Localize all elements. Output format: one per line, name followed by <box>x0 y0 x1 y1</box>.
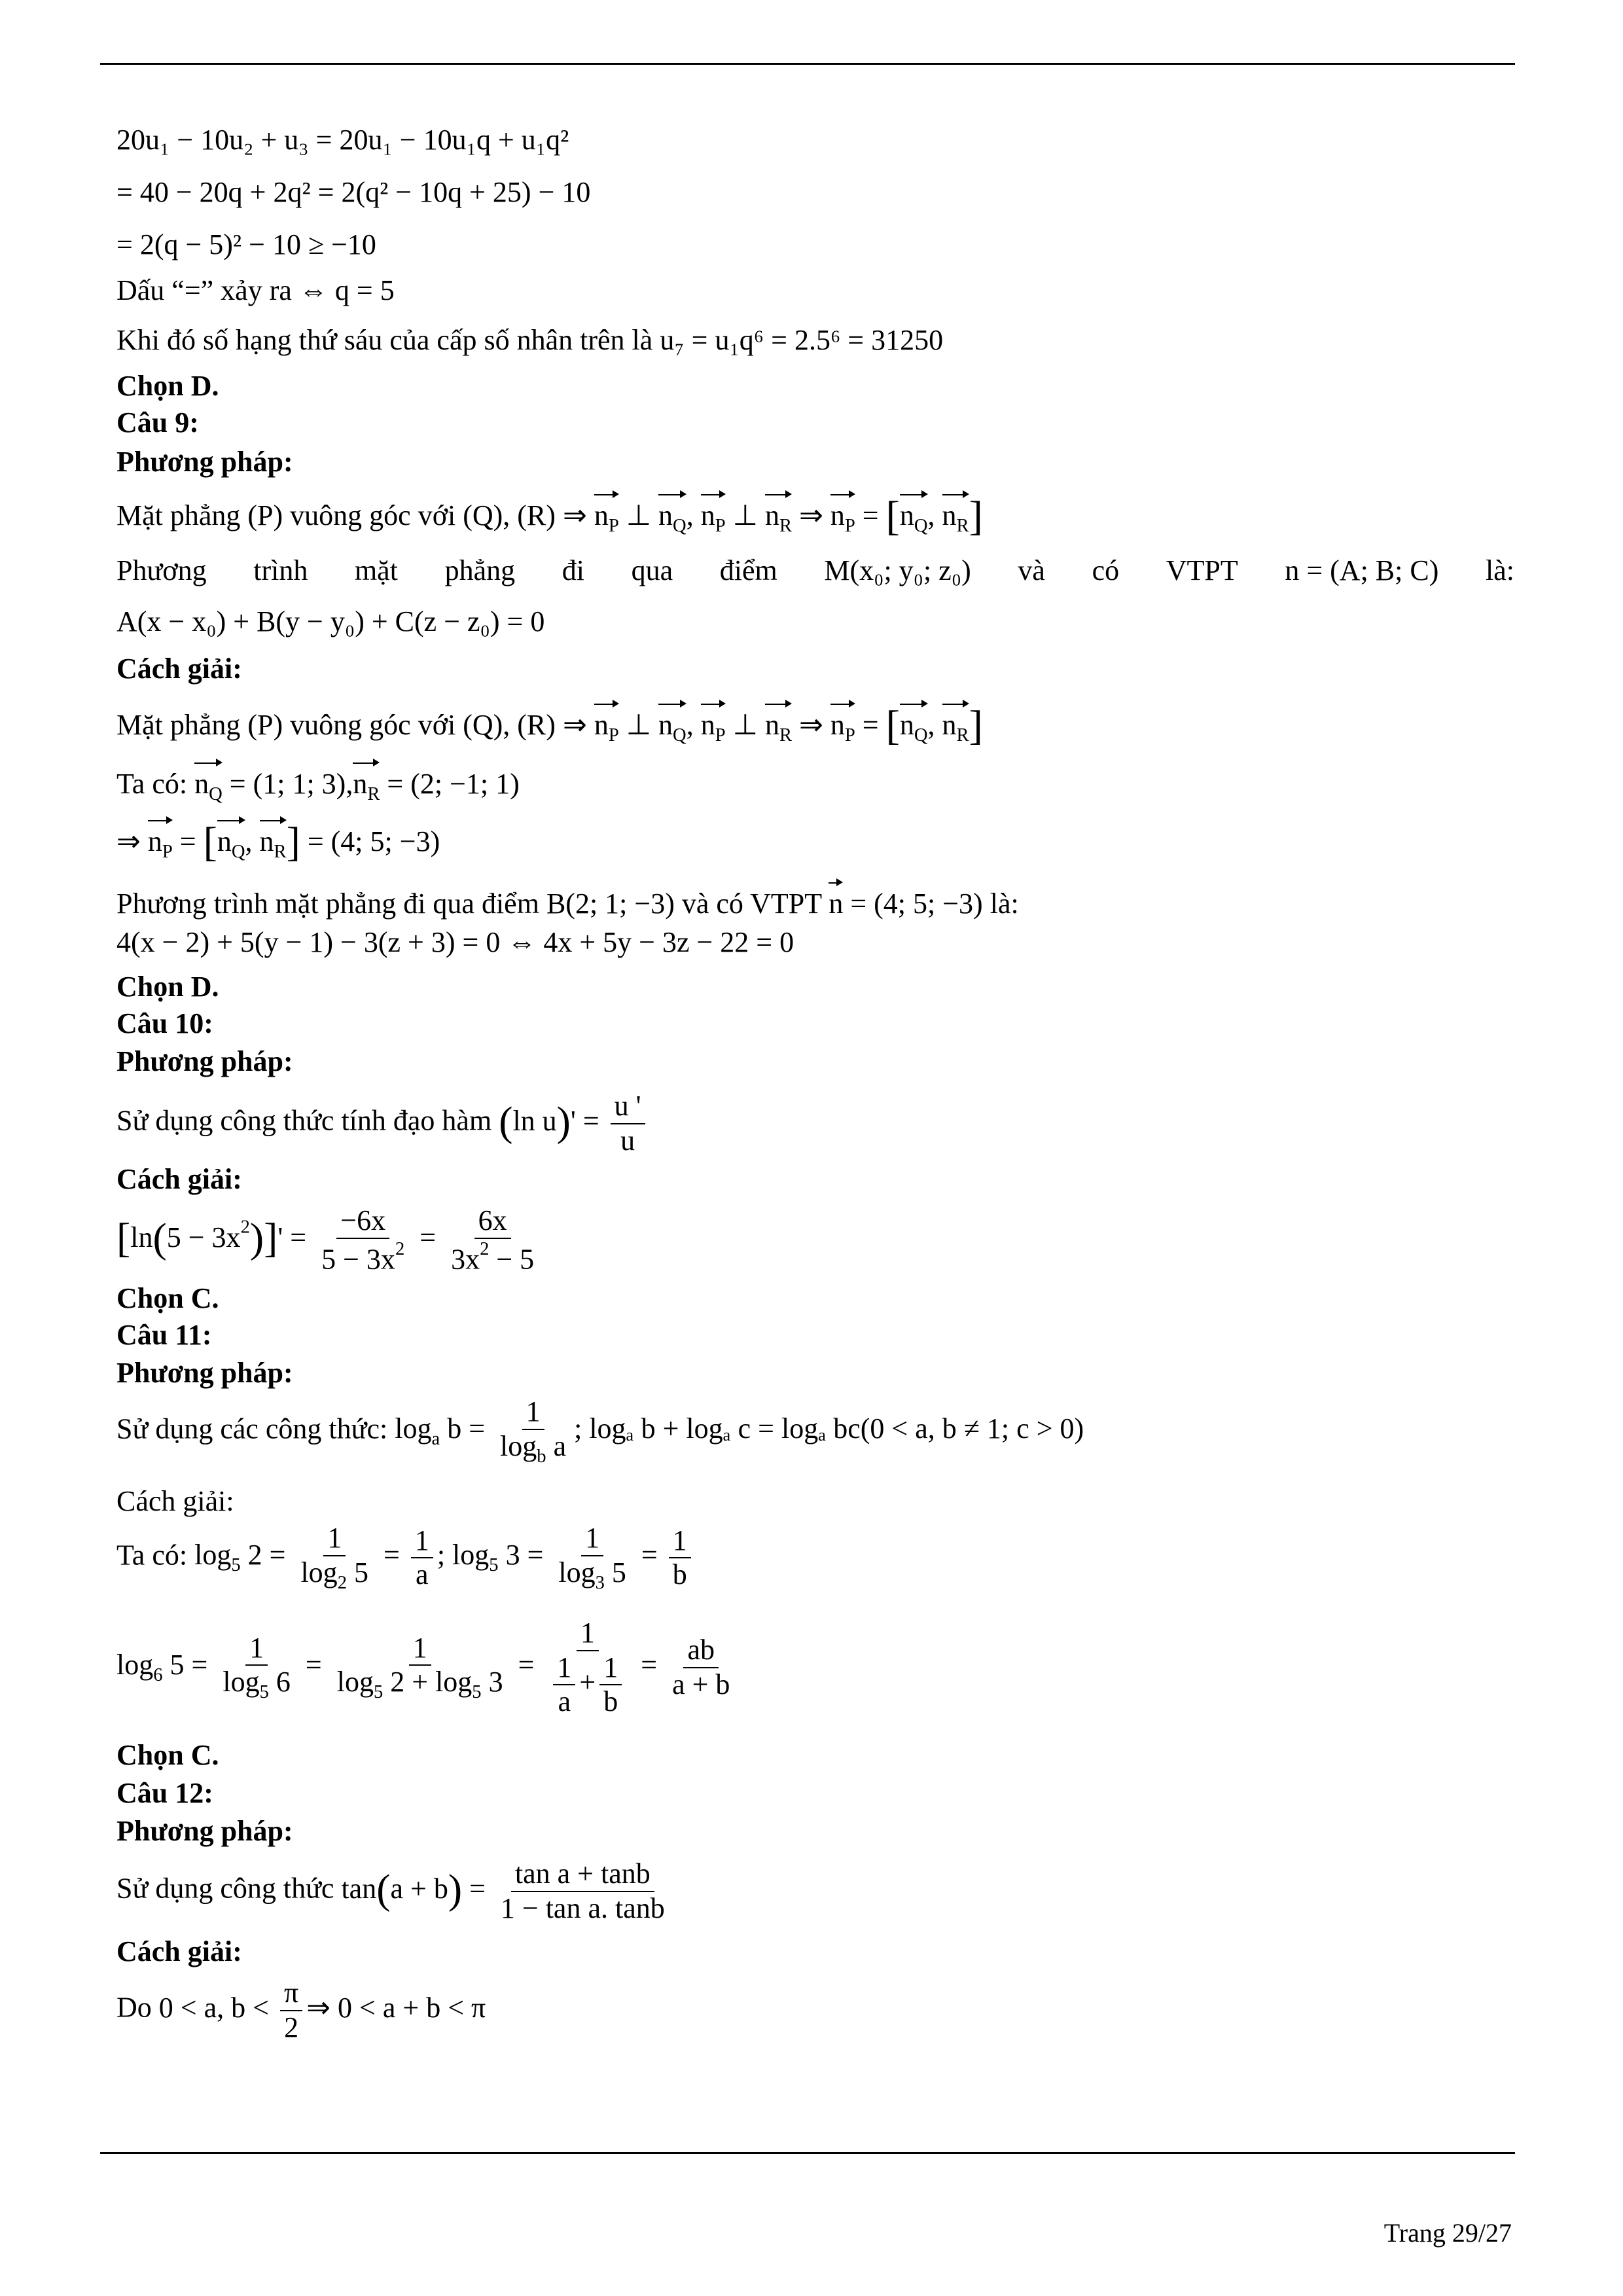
word: trình <box>253 554 308 586</box>
question-11-heading: Câu 11: <box>116 1319 212 1351</box>
q11-solution-line-1 <box>116 1522 695 1594</box>
word: đi <box>562 554 584 586</box>
method-heading-q12: Phương pháp: <box>116 1815 293 1847</box>
method-heading-q11: Phương pháp: <box>116 1357 293 1389</box>
solution-heading-q10: Cách giải: <box>116 1163 242 1195</box>
q9-method-math: ⇒ $n_P$ ⊥ $n_Q$, $n_P$ ⊥ $n_R$ ⇒ $n_P = [n_Q$, $n_R$] <box>562 492 983 539</box>
word: điểm <box>719 554 777 586</box>
q9-plane-equation: 4(x − 2) + 5(y − 1) − 3(z + 3) = 0 ⇔ 4x + 5y − 3z − 22 = 0 <box>116 926 794 958</box>
angle-bounds: 0 < a, b < $\frac{\pi}{2}$ ⇒ 0 < a + b < π <box>158 1977 486 2043</box>
normal-vector-n: n = (4; 5; −3) <box>829 888 982 920</box>
q12-solution-line <box>116 1977 486 2044</box>
tan-sum-formula: tan(a + b) = $\frac{\text{tan a + tanb}}{\text{1 − tan a. tanb}}$ <box>341 1857 665 1924</box>
q9-plane-text: Phương trình mặt phẳng đi qua điểm <box>116 888 539 920</box>
solution-heading-q9: Cách giải: <box>116 653 242 685</box>
word: là: <box>1486 554 1514 586</box>
q11-method-text: Sử dụng các công thức: <box>116 1412 388 1445</box>
question-10-heading: Câu 10: <box>116 1007 213 1039</box>
q12-method-text: Sử dụng công thức <box>116 1872 334 1905</box>
word: phẳng <box>444 554 516 586</box>
q10-method-text: Sử dụng công thức tính đạo hàm <box>116 1104 492 1137</box>
q9-method-text: Mặt phẳng (P) vuông góc với (Q), (R) <box>116 499 556 531</box>
answer-q9: Chọn D. <box>116 971 219 1003</box>
question-9-heading: Câu 9: <box>116 406 199 439</box>
word: Phương <box>116 554 207 586</box>
q9-vectors-line <box>116 761 520 804</box>
equality-condition <box>116 276 395 305</box>
solution-heading-q11: Cách giải: <box>116 1485 234 1517</box>
method-heading-q10: Phương pháp: <box>116 1045 293 1077</box>
plane-general-equation: A(x − x₀) + B(y − y₀) + C(z − z₀) = 0 <box>116 605 545 637</box>
ln-derivative-formula: (ln u)' = $\frac{u '}{u}$ <box>499 1105 649 1137</box>
q9-plane-through-b <box>116 880 1019 918</box>
point-m: M(x₀; y₀; z₀) <box>824 554 971 586</box>
q9-vtpt-text: và có VTPT <box>681 888 822 920</box>
do-label: Do <box>116 1991 152 2024</box>
q9-method-line <box>116 492 983 537</box>
q12-method-line <box>116 1857 673 1925</box>
answer-q10: Chọn C. <box>116 1282 219 1314</box>
q10-method-line <box>116 1090 649 1157</box>
log5-values: $\log_5 2$ = $\frac{1}{\log_2 5}$ = $\frac{1}{a}$ ; $\log_5 3$ = $\frac{1}{\log_3 5}$ = $\frac{1}{b}$ <box>194 1539 695 1571</box>
plane-equation-intro <box>116 556 1514 585</box>
q9-solution-math: ⇒ $n_P$ ⊥ $n_Q$, $n_P$ ⊥ $n_R$ ⇒ $n_P = [n_Q$, $n_R$] <box>562 702 983 749</box>
solution-heading-q12: Cách giải: <box>116 1935 242 1967</box>
vectors-nq-nr: $n_Q = (1$; 1; $3),n_R = (2$; −1; 1) <box>194 768 520 800</box>
sixth-term-text: Khi đó số hạng thứ sáu của cấp số nhân trên là <box>116 324 653 356</box>
q9-la-text: là: <box>990 888 1019 920</box>
q11-log6-result: $\log_6 5$ = $\frac{1}{\log_5 6}$ = $\frac{1}{\log_5 2 + \log_5 3}$ = 1 $\frac{1}{a}$ + $\frac{1}{b}$ = $\frac{ab}{a + b}$ <box>116 1617 730 1718</box>
equality-math: ⇔ q = 5 <box>298 274 395 306</box>
method-heading-q9: Phương pháp: <box>116 446 293 478</box>
word: có <box>1092 554 1120 586</box>
question-12-heading: Câu 12: <box>116 1777 213 1809</box>
point-b: B(2; 1; −3) <box>546 888 675 920</box>
log-formulas: $\log_a b$ = $\frac{1}{\log_b a}$ ; logₐ b + logₐ c = logₐ bc(0 < a, b ≠ 1; c > 0) <box>395 1395 1084 1467</box>
q10-derivative-result: $[\ln(5 - 3x^2)]'$ = $\frac{-6x}{5 - 3x^2}$ = $\frac{6x}{3x^2 - 5}$ <box>116 1204 535 1276</box>
sixth-term-math: u₇ = u₁q⁶ = 2.5⁶ = 31250 <box>660 324 944 356</box>
word: VTPT <box>1166 554 1238 586</box>
answer-q11: Chọn C. <box>116 1739 219 1771</box>
q9-solution-text: Mặt phẳng (P) vuông góc với (Q), (R) <box>116 709 556 741</box>
equality-text: Dấu “=” xảy ra <box>116 274 292 306</box>
normal-vector-abc: n = (A; B; C) <box>1285 554 1439 586</box>
footer-rule <box>100 2152 1515 2154</box>
word: và <box>1018 554 1045 586</box>
q9-solution-line-1 <box>116 702 983 749</box>
header-rule <box>100 63 1515 65</box>
eq-line-3: = 2(q − 5)² − 10 ≥ −10 <box>116 228 376 260</box>
sixth-term-line <box>116 326 943 355</box>
eq-line-1: 20u₁ − 10u₂ + u₃ = 20u₁ − 10u₁q + u₁q² <box>116 124 569 156</box>
answer-q8: Chọn D. <box>116 370 219 402</box>
ta-co-label: Ta có: <box>116 768 188 800</box>
word: mặt <box>354 554 398 586</box>
word: qua <box>631 554 673 586</box>
eq-line-2: = 40 − 20q + 2q² = 2(q² − 10q + 25) − 10 <box>116 176 591 208</box>
ta-co-label-q11: Ta có: <box>116 1539 188 1571</box>
q11-method-line <box>116 1395 1084 1467</box>
np-cross-product: ⇒ $n_P = [n_Q$, $n_R] = (4$; 5; −3) <box>116 818 440 865</box>
page-number: Trang 29/27 <box>1383 2218 1512 2248</box>
